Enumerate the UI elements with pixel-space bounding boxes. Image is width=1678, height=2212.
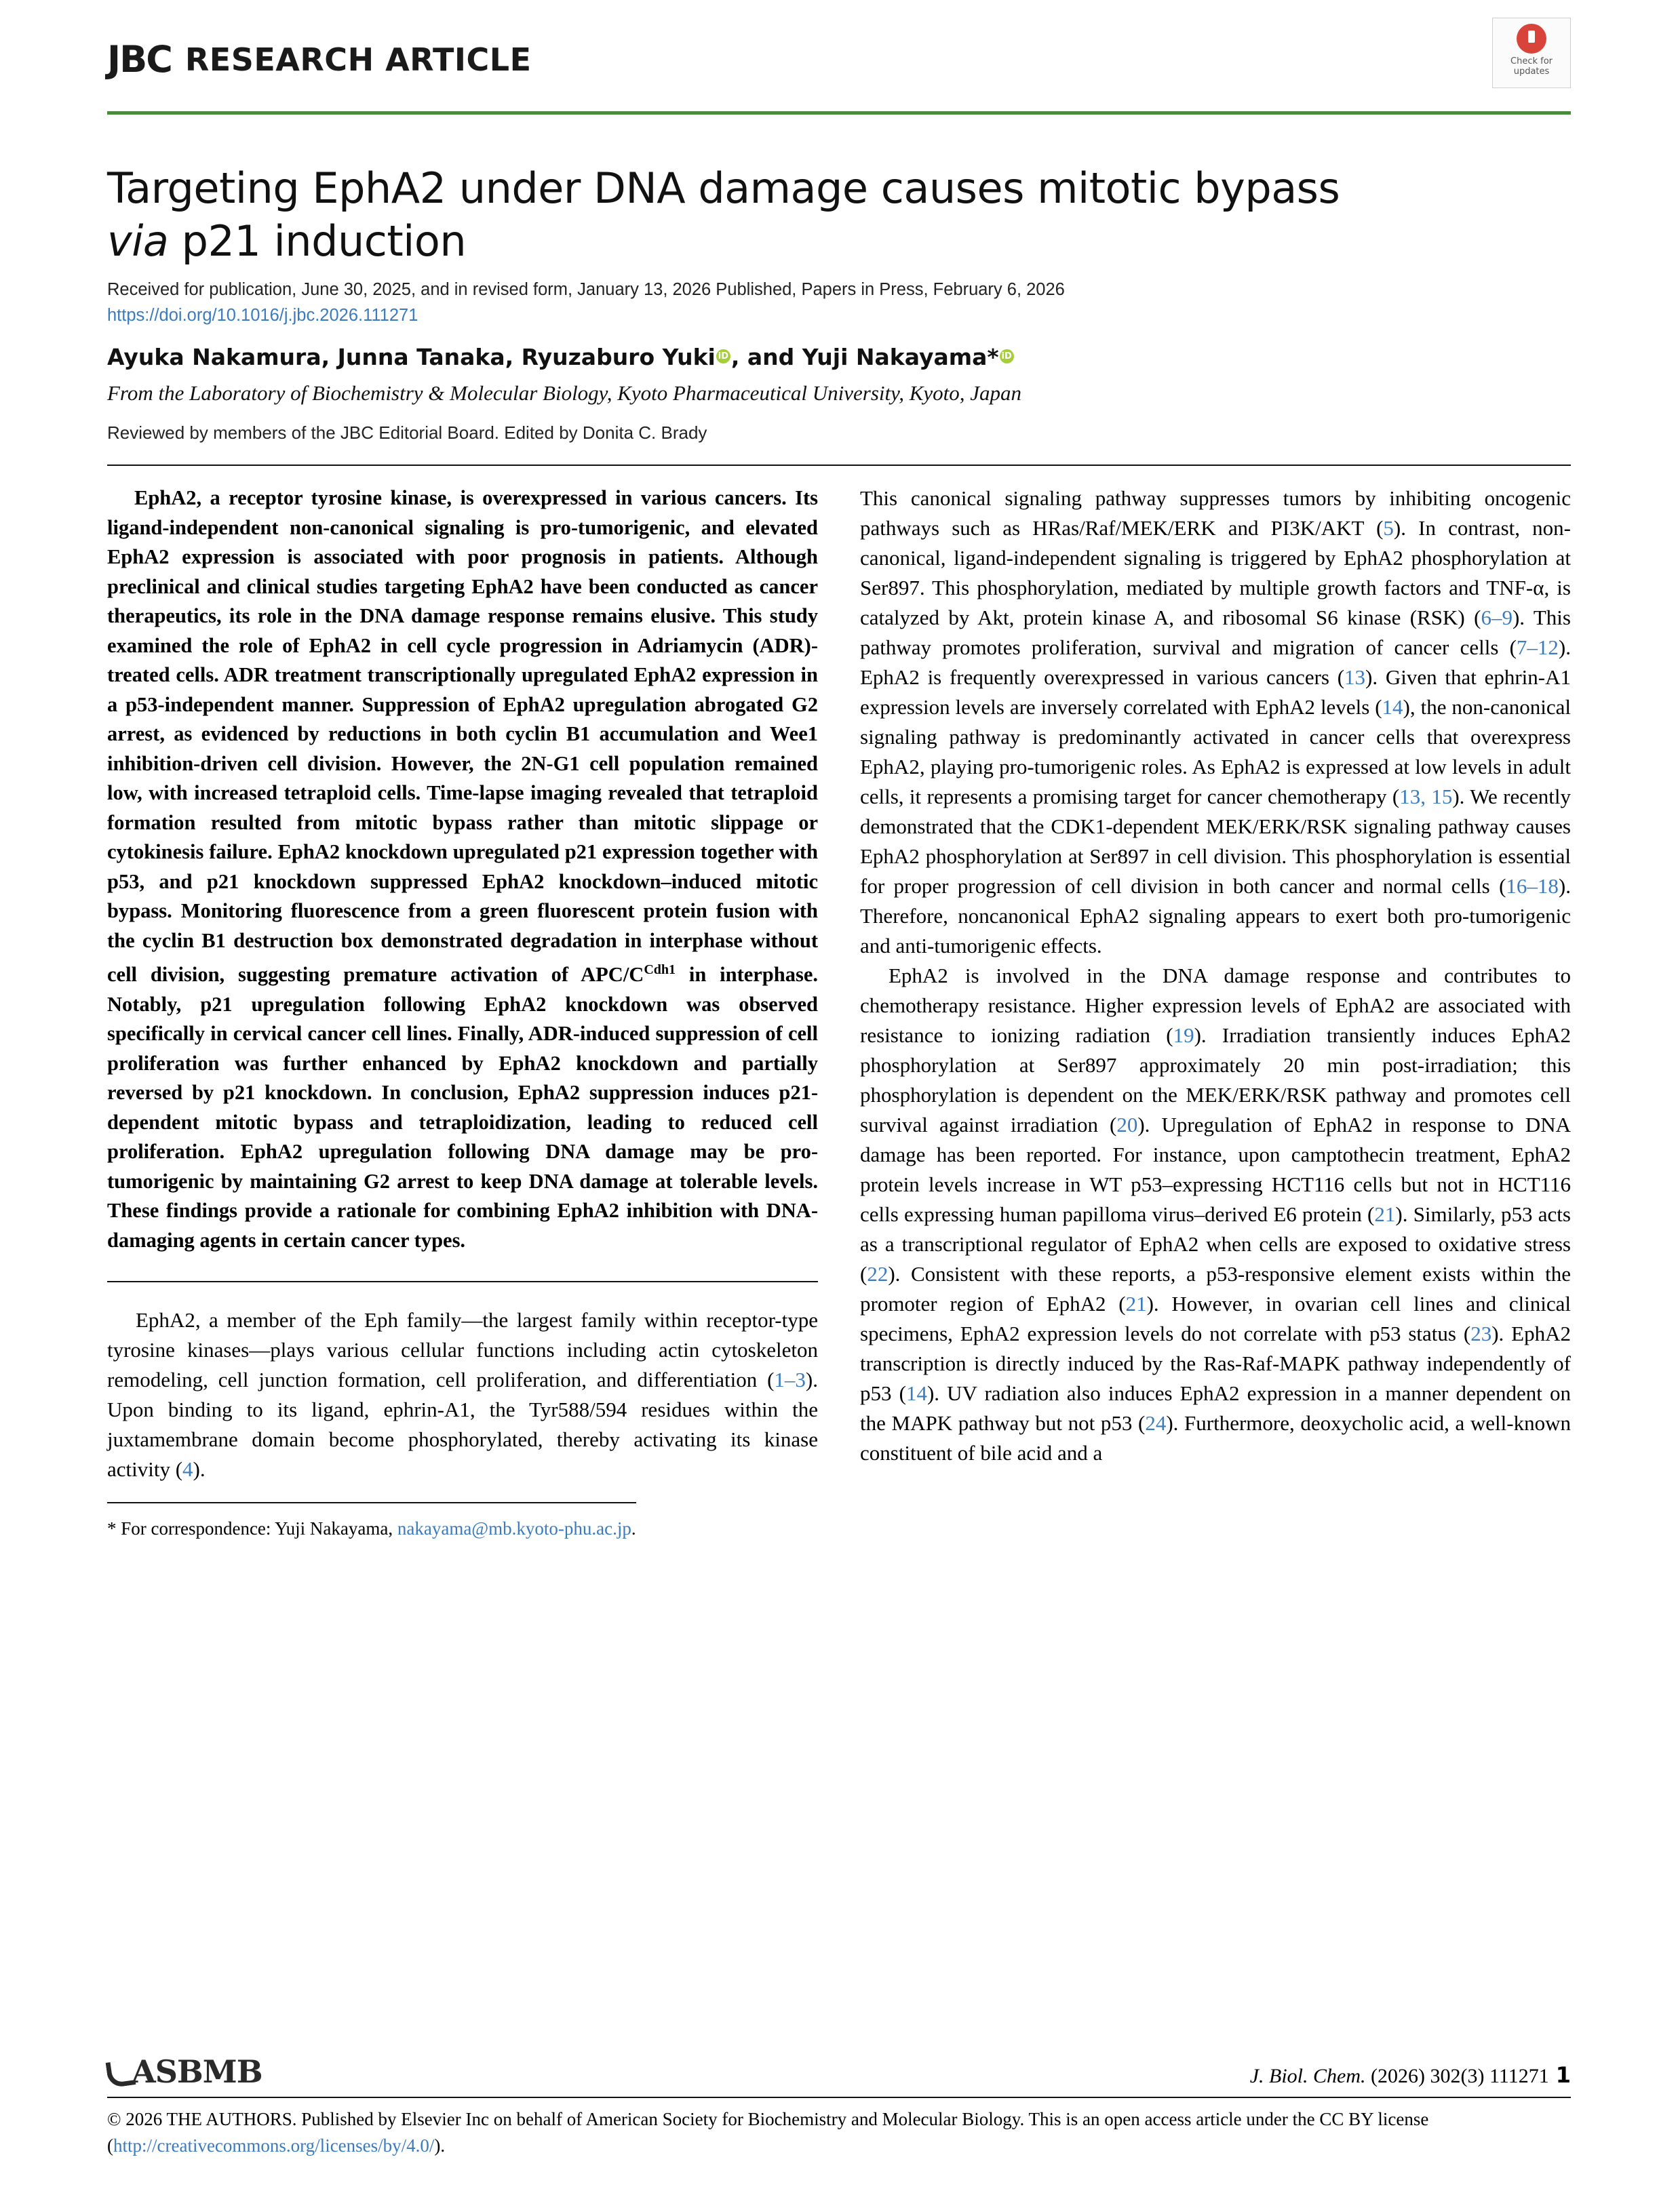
abstract-divider	[107, 1281, 818, 1282]
citation-link[interactable]: 16–18	[1506, 874, 1559, 898]
abstract-paragraph	[107, 483, 818, 1255]
research-article-label: RESEARCH ARTICLE	[184, 41, 532, 78]
asbmb-logo-text: ASBMB	[132, 2053, 262, 2090]
right-p2-e: ). Consistent with these reports, a p53-responsive element exists within the promoter region of EphA2 (	[860, 1262, 1571, 1316]
right-p1-f: ), the non-canonical signaling pathway is predominantly activated in cancer cells that overexpress EphA2, playing pro-tumorigenic roles. As EphA2 is expressed at low levels in adult cells, it represents a promising target for cancer chemotherapy (	[860, 695, 1572, 808]
right-p1-d: ). EphA2 is frequently overexpressed in various cancers (	[860, 635, 1571, 689]
author-affiliation: From the Laboratory of Biochemistry & Molecular Biology, Kyoto Pharmaceutical University, Kyoto, Japan	[107, 381, 1022, 405]
citation-link[interactable]: 14	[1382, 695, 1403, 719]
crossmark-icon	[1517, 24, 1546, 54]
body-paragraph	[860, 483, 1571, 961]
footer-divider	[107, 2097, 1571, 2098]
right-p1-c: ). This pathway promotes proliferation, survival and migration of cancer cells (	[860, 606, 1571, 659]
abstract-text-2: in interphase. Notably, p21 upregulation following EphA2 knockdown was observed specifically in cervical cancer cell lines. Finally, ADR-induced suppression of cell proliferation was further enhanced by EphA2 knockdown and partially reversed by p21 knockdown. In conclusion, EphA2 suppression induces p21-dependent mitotic bypass and tetraploidization, leading to reduced cell proliferation. EphA2 upregulation following DNA damage may be pro-tumorigenic by maintaining G2 arrest to keep DNA damage at tolerable levels. These findings provide a rationale for combining EphA2 inhibition with DNA-damaging agents in certain cancer types.	[107, 963, 819, 1252]
crossmark-label-2: updates	[1513, 66, 1550, 77]
right-p1-a: This canonical signaling pathway suppresses tumors by inhibiting oncogenic pathways such as HRas/Raf/MEK/ERK and PI3K/AKT (	[860, 486, 1571, 540]
right-p2-d: ). Similarly, p53 acts as a transcriptional regulator of EphA2 when cells are exposed to oxidative stress (	[860, 1202, 1571, 1286]
left-p1-c: ).	[193, 1457, 206, 1482]
citation-link[interactable]: 24	[1145, 1411, 1167, 1435]
page-content	[107, 0, 1571, 1541]
crossmark-badge[interactable]	[1492, 18, 1571, 88]
right-p1-e: ). Given that ephrin-A1 expression levels are inversely correlated with EphA2 levels (	[860, 665, 1571, 719]
page-header	[107, 0, 1571, 102]
footer-top-row	[107, 2053, 1571, 2097]
right-column	[860, 483, 1571, 1541]
copyright-text-1: © 2026 THE AUTHORS. Published by Elsevier Inc on behalf of American Society for Biochemistry and Molecular Biology. This is an open access article under the CC BY license (	[107, 2109, 1429, 2156]
left-p1-b: ). Upon binding to its ligand, ephrin-A1, the Tyr588/594 residues within the juxtamembrane domain become phosphorylated, thereby activating its kinase activity (	[107, 1368, 818, 1482]
orcid-icon[interactable]	[1000, 349, 1014, 363]
jbc-logo	[107, 38, 172, 81]
publication-dates: Received for publication, June 30, 2025, and in revised form, January 13, 2026 Published, Papers in Press, February 6, 2026	[107, 280, 1065, 299]
reviewed-by: Reviewed by members of the JBC Editorial Board. Edited by Donita C. Brady	[107, 422, 707, 443]
citation-link[interactable]: 5	[1383, 516, 1394, 540]
right-p2-f: ). However, in ovarian cell lines and clinical specimens, EphA2 expression levels do not correlate with p53 status (	[860, 1292, 1572, 1345]
right-p2-h: ). UV radiation also induces EphA2 expression in a manner dependent on the MAPK pathway but not p53 (	[860, 1381, 1571, 1435]
right-p1-g: ). We recently demonstrated that the CDK1-dependent MEK/ERK/RSK signaling pathway causes EphA2 phosphorylation at Ser897 in cell division. This phosphorylation is essential for proper progression of cell division in both cancer and normal cells (	[860, 785, 1571, 898]
title-block	[107, 115, 1571, 446]
correspondence-footnote	[107, 1516, 818, 1541]
abstract-superscript: Cdh1	[644, 962, 676, 977]
abstract-text-1: EphA2, a receptor tyrosine kinase, is overexpressed in various cancers. Its ligand-independent non-canonical signaling is pro-tumorigenic, and elevated EphA2 expression is associated with poor prognosis in patients. Although preclinical and clinical studies targeting EphA2 have been conducted as cancer therapeutics, its role in the DNA damage response remains elusive. This study examined the role of EphA2 in cell cycle progression in Adriamycin (ADR)-treated cells. ADR treatment transcriptionally upregulated EphA2 expression in a p53-independent manner. Suppression of EphA2 upregulation abrogated G2 arrest, as evidenced by reductions in both cyclin B1 accumulation and Wee1 inhibition-driven cell division. However, the 2N-G1 cell population remained low, with increased tetraploid cells. Time-lapse imaging revealed that tetraploid formation resulted from mitotic bypass rather than mitotic slippage or cytokinesis failure. EphA2 knockdown upregulated p21 expression together with p53, and p21 knockdown suppressed EphA2 knockdown–induced mitotic bypass. Monitoring fluorescence from a green fluorescent protein fusion with the cyclin B1 destruction box demonstrated degradation in interphase without cell division, suggesting premature activation of APC/C	[107, 486, 818, 987]
page-number: 1	[1555, 2062, 1571, 2088]
orcid-icon[interactable]	[716, 349, 730, 363]
citation-link[interactable]: 6–9	[1481, 606, 1513, 629]
journal-citation	[1250, 2061, 1571, 2090]
citation-link[interactable]: 14	[905, 1381, 927, 1405]
body-paragraph	[860, 961, 1571, 1468]
left-p1-a: EphA2, a member of the Eph family—the largest family within receptor-type tyrosine kinases—plays various cellular functions including actin cytoskeleton remodeling, cell junction formation, cell proliferation, and differentiation (	[107, 1308, 818, 1392]
citation-link[interactable]: 23	[1470, 1322, 1492, 1345]
authors-secondary: , and Yuji Nakayama*	[730, 344, 999, 370]
asbmb-logo	[107, 2053, 262, 2090]
abstract	[107, 483, 818, 1255]
asbmb-swirl-icon	[106, 2059, 136, 2088]
footnote-suffix: .	[631, 1518, 636, 1539]
left-column	[107, 483, 818, 1541]
copyright-notice	[107, 2106, 1571, 2159]
right-p2-a: EphA2 is involved in the DNA damage response and contributes to chemotherapy resistance. Higher expression levels of EphA2 are associated with resistance to ionizing radiation (	[860, 964, 1571, 1047]
title-divider	[107, 465, 1571, 466]
copyright-text-2: ).	[434, 2135, 446, 2156]
article-title-line2: p21 induction	[168, 216, 467, 266]
jbc-logo-text: JBC	[107, 38, 172, 81]
citation-link[interactable]: 13, 15	[1399, 785, 1453, 808]
citation-link[interactable]: 21	[1374, 1202, 1396, 1226]
license-link[interactable]: http://creativecommons.org/licenses/by/4.0/	[113, 2135, 435, 2156]
doi-link[interactable]: https://doi.org/10.1016/j.jbc.2026.111271	[107, 306, 418, 325]
citation-link[interactable]: 20	[1116, 1113, 1138, 1137]
footnote-prefix: * For correspondence: Yuji Nakayama,	[107, 1518, 397, 1539]
body-paragraph	[107, 1305, 818, 1484]
journal-abbrev: J. Biol. Chem.	[1249, 2065, 1366, 2087]
citation-link[interactable]: 22	[867, 1262, 889, 1286]
page-title	[107, 162, 1571, 268]
right-p1-h: ). Therefore, noncanonical EphA2 signaling appears to exert both pro-tumorigenic and anti-tumorigenic effects.	[860, 874, 1571, 957]
crossmark-label-1: Check for	[1510, 56, 1553, 66]
citation-link[interactable]: 4	[182, 1457, 193, 1482]
author-list	[107, 342, 1571, 372]
intro-left	[107, 1305, 818, 1484]
article-title-line1: Targeting EphA2 under DNA damage causes mitotic bypass	[107, 163, 1340, 213]
citation-link[interactable]: 21	[1125, 1292, 1147, 1316]
intro-right	[860, 483, 1571, 1468]
right-p2-g: ). EphA2 transcription is directly induced by the Ras-Raf-MAPK pathway independently of p53 (	[860, 1322, 1571, 1405]
journal-volume-info: (2026) 302(3) 111271	[1365, 2065, 1549, 2087]
authors-primary: Ayuka Nakamura, Junna Tanaka, Ryuzaburo Yuki	[107, 344, 716, 370]
right-p2-c: ). Upregulation of EphA2 in response to DNA damage has been reported. For instance, upon camptothecin treatment, EphA2 protein levels increase in WT p53–expressing HCT116 cells but not in HCT116 cells expressing human papilloma virus–derived E6 protein (	[860, 1113, 1571, 1226]
citation-link[interactable]: 19	[1173, 1023, 1194, 1047]
correspondence-email-link[interactable]: nakayama@mb.kyoto-phu.ac.jp	[397, 1518, 631, 1539]
citation-link[interactable]: 1–3	[774, 1368, 806, 1392]
two-column-body	[107, 483, 1571, 1541]
right-p2-b: ). Irradiation transiently induces EphA2 phosphorylation at Ser897 approximately 20 min post-irradiation; this phosphorylation is dependent on the MEK/ERK/RSK pathway and promotes cell survival against irradiation (	[860, 1023, 1571, 1137]
citation-link[interactable]: 13	[1344, 665, 1366, 689]
footnote-divider	[107, 1502, 636, 1503]
article-title-italic: via	[107, 216, 169, 266]
page-footer	[107, 2053, 1571, 2159]
citation-link[interactable]: 7–12	[1516, 635, 1559, 659]
right-p1-b: ). In contrast, non-canonical, ligand-independent signaling is triggered by EphA2 phosphorylation at Ser897. This phosphorylation, mediated by multiple growth factors and TNF-α, is catalyzed by Akt, protein kinase A, and ribosomal S6 kinase (RSK) (	[860, 516, 1571, 629]
right-p2-i: ). Furthermore, deoxycholic acid, a well-known constituent of bile acid and a	[860, 1411, 1571, 1465]
